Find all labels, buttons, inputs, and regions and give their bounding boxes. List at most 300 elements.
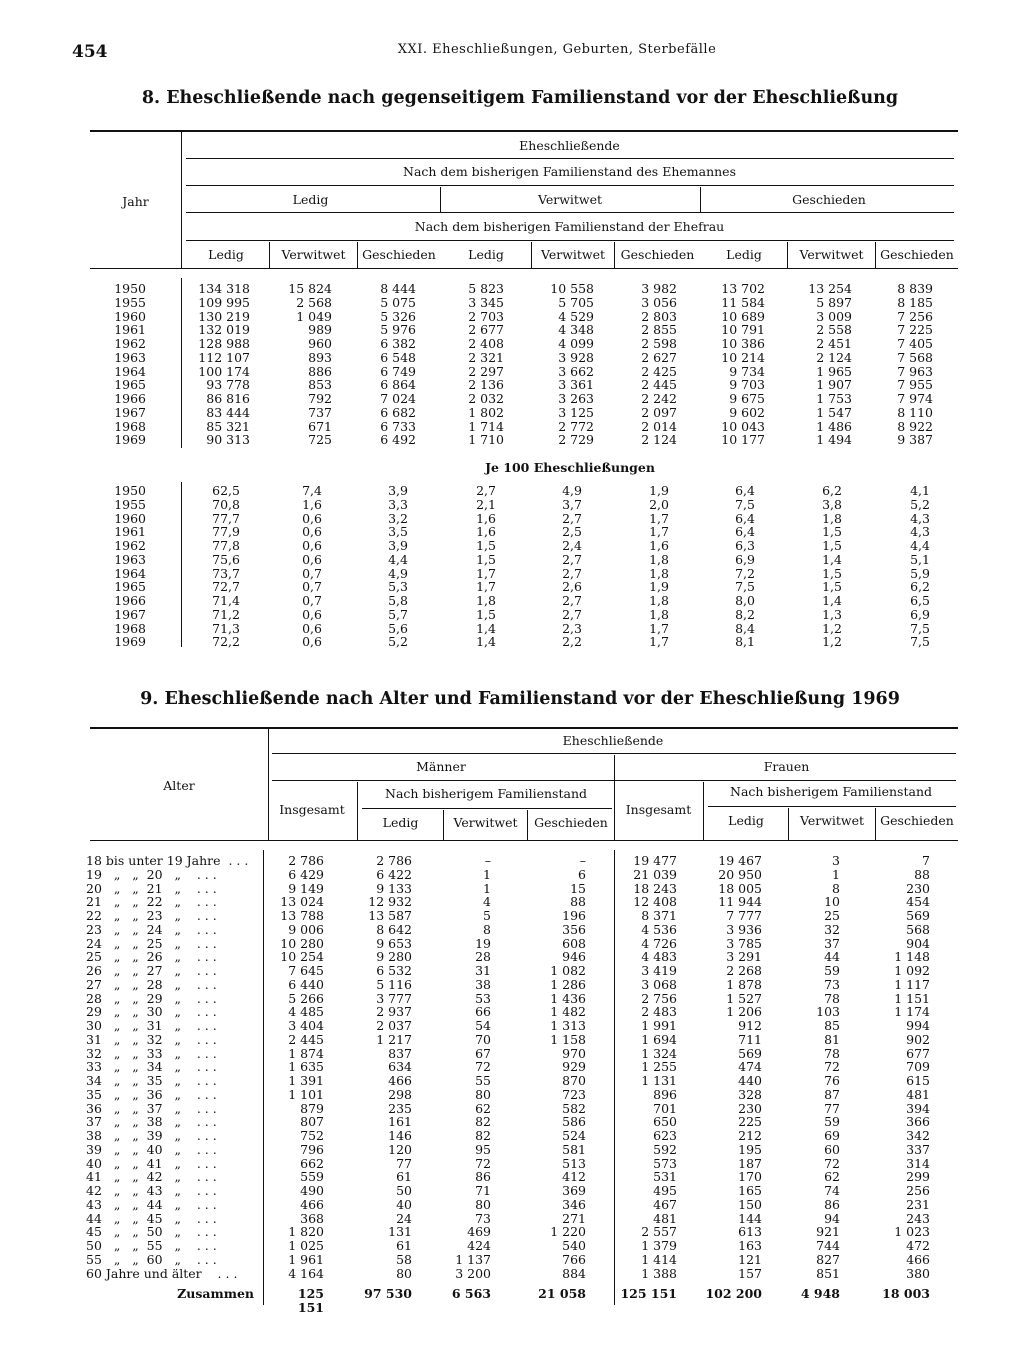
table-cell: 8 371 — [641, 908, 677, 923]
table-cell: 5,8 — [388, 593, 408, 608]
table-cell: 0,6 — [302, 510, 322, 526]
table-cell: 1,6 — [302, 496, 322, 512]
table-cell: 989 — [308, 322, 332, 338]
table-cell: 62,5 — [212, 483, 240, 498]
table-cell: 1,8 — [649, 606, 669, 622]
table-cell: 71,2 — [212, 606, 240, 622]
table-cell: 6 532 — [376, 963, 412, 978]
table-cell: 1 527 — [726, 990, 762, 1006]
table8-data-column — [701, 484, 755, 649]
table-cell: 82 — [475, 1114, 491, 1130]
table-cell: 586 — [562, 1114, 586, 1130]
table-cell: 946 — [562, 949, 586, 965]
table-cell: 2,7 — [476, 483, 496, 498]
table-cell: 10 791 — [721, 322, 765, 338]
table-cell: 6 382 — [380, 336, 416, 351]
table-cell: 2,4 — [562, 538, 582, 553]
table-cell: 466 — [906, 1251, 930, 1267]
table-cell: 34 „ „ 35 „ . . . — [86, 1073, 217, 1088]
table-cell: 1 — [483, 866, 491, 882]
table-cell: 1 217 — [376, 1031, 412, 1047]
table-cell: 1,6 — [649, 538, 669, 553]
table-cell: 1960 — [114, 308, 146, 324]
table8-data-column — [532, 484, 582, 649]
table9-divider — [443, 810, 444, 840]
table-cell: 368 — [300, 1210, 324, 1226]
table-cell: 2 786 — [376, 853, 412, 868]
table-cell: 5,6 — [388, 620, 408, 636]
table-cell: 8 922 — [897, 418, 933, 434]
table-cell: 1,5 — [822, 524, 842, 540]
table-cell: 299 — [906, 1169, 930, 1185]
table8-data-column — [615, 282, 677, 447]
table9-col-header: Verwitwet — [799, 813, 865, 828]
running-head: XXI. Eheschließungen, Geburten, Sterbefälle — [397, 42, 717, 57]
table-cell: 5 266 — [288, 990, 324, 1006]
table-cell: 879 — [300, 1100, 324, 1116]
table-cell: 225 — [738, 1114, 762, 1130]
table-cell: 72 — [475, 1059, 491, 1075]
table-cell: 13 254 — [808, 281, 852, 296]
table8-husband-group: Ledig — [292, 192, 329, 207]
table-cell: 4 — [483, 894, 491, 910]
table-cell: 9 675 — [729, 391, 765, 406]
table-cell: 7,5 — [910, 634, 930, 650]
table-cell: 540 — [562, 1238, 586, 1253]
table-cell: 3 125 — [558, 404, 594, 420]
table-cell: 3 291 — [726, 949, 762, 965]
table-cell: 2 408 — [468, 336, 504, 351]
table-cell: 5 705 — [558, 294, 594, 310]
table-cell: 78 — [824, 1045, 840, 1061]
table-cell: 83 444 — [206, 404, 250, 420]
table-cell: 2 772 — [558, 418, 594, 434]
table-cell: 4,9 — [388, 565, 408, 581]
table-cell: 85 — [824, 1018, 840, 1033]
table-cell: 131 — [388, 1224, 412, 1240]
table-cell: 440 — [738, 1073, 762, 1088]
table-cell: 3 009 — [816, 308, 852, 324]
table-cell: 62 — [824, 1169, 840, 1185]
table-cell: 12 932 — [368, 894, 412, 910]
table-cell: 32 „ „ 33 „ . . . — [86, 1045, 217, 1061]
table-cell: 43 „ „ 44 „ . . . — [86, 1196, 217, 1212]
table8-year-column — [100, 282, 146, 447]
table-cell: 1 313 — [550, 1018, 586, 1033]
table-cell: 1,6 — [476, 524, 496, 540]
table8-row-header: Jahr — [122, 194, 149, 209]
table-cell: 90 313 — [206, 432, 250, 448]
table9-col-header: Ledig — [382, 815, 419, 830]
table-cell: 623 — [653, 1128, 677, 1143]
table8-rule — [186, 212, 954, 213]
table-cell: 1 131 — [641, 1073, 677, 1088]
table-cell: 1950 — [114, 281, 146, 296]
table-cell: – — [579, 853, 586, 868]
table-cell: 86 816 — [206, 391, 250, 406]
table-cell: 4 529 — [558, 308, 594, 324]
table-cell: 454 — [906, 894, 930, 910]
table-cell: 4,4 — [910, 538, 930, 553]
table-cell: 671 — [308, 418, 332, 434]
table-cell: 1 710 — [468, 432, 504, 448]
table-cell: 650 — [653, 1114, 677, 1130]
table-cell: 3 200 — [455, 1265, 491, 1281]
table-cell: 1 694 — [641, 1031, 677, 1047]
table-cell: 709 — [906, 1059, 930, 1075]
table-cell: 481 — [653, 1210, 677, 1226]
table-cell: 1,5 — [822, 565, 842, 581]
table-cell: 5,9 — [910, 565, 930, 581]
table-cell: 150 — [738, 1196, 762, 1212]
table9-col-header: Geschieden — [880, 813, 954, 828]
table-cell: 1 878 — [726, 976, 762, 992]
table-cell: 31 „ „ 32 „ . . . — [86, 1031, 217, 1047]
table8-year-column — [100, 484, 146, 649]
table-cell: 1,8 — [822, 510, 842, 526]
table-cell: 7 645 — [288, 963, 324, 978]
table-cell: 466 — [300, 1196, 324, 1212]
table-cell: 36 „ „ 37 „ . . . — [86, 1100, 217, 1116]
table8-divider — [614, 242, 615, 269]
table8-col-header: Ledig — [726, 247, 762, 262]
table-cell: 1,7 — [476, 565, 496, 581]
table-cell: 7 256 — [897, 308, 933, 324]
table-cell: 0,6 — [302, 551, 322, 567]
table-cell: 970 — [562, 1045, 586, 1061]
table-cell: 163 — [738, 1238, 762, 1253]
table-cell: 44 — [824, 949, 840, 965]
table-cell: 2 136 — [468, 377, 504, 393]
table-cell: 170 — [738, 1169, 762, 1185]
table-cell: 2 483 — [641, 1004, 677, 1020]
table-cell: 1 547 — [816, 404, 852, 420]
table-cell: 1,4 — [476, 620, 496, 636]
table-cell: 737 — [308, 404, 332, 420]
table-cell: 86 — [475, 1169, 491, 1185]
table-cell: 77,8 — [212, 538, 240, 553]
table9-rule — [708, 806, 956, 807]
table-cell: 7 225 — [897, 322, 933, 338]
table-cell: 3 — [832, 853, 840, 868]
table-cell: 18 bis unter 19 Jahre . . . — [86, 853, 249, 868]
table-cell: 1,9 — [649, 579, 669, 595]
table8-data-column — [532, 282, 594, 447]
table-cell: 13 587 — [368, 908, 412, 923]
table9-total-value: 4 948 — [800, 1286, 840, 1301]
table-cell: 1 486 — [816, 418, 852, 434]
table-cell: 3,2 — [388, 510, 408, 526]
table-cell: 15 824 — [288, 281, 332, 296]
table-cell: 85 321 — [206, 418, 250, 434]
table-cell: 1 379 — [641, 1238, 677, 1253]
table9-women-header: Frauen — [763, 759, 810, 774]
table-cell: 1964 — [114, 363, 146, 379]
table-cell: 1 023 — [894, 1224, 930, 1240]
table-cell: 2,2 — [562, 634, 582, 650]
table-cell: 3 785 — [726, 935, 762, 951]
table-cell: 893 — [308, 349, 332, 365]
table8-husband-group: Verwitwet — [537, 192, 603, 207]
table-cell: 28 „ „ 29 „ . . . — [86, 990, 217, 1006]
table-cell: 1967 — [114, 606, 146, 622]
table-cell: 1966 — [114, 391, 146, 406]
table8-rule — [186, 240, 954, 241]
table-cell: 1969 — [114, 432, 146, 448]
table-cell: 3,3 — [388, 496, 408, 512]
table-cell: 6 548 — [380, 349, 416, 365]
table-cell: 796 — [300, 1141, 324, 1157]
table-cell: 86 — [824, 1196, 840, 1212]
table-cell: 6,9 — [910, 606, 930, 622]
table-cell: 569 — [906, 908, 930, 923]
table-cell: 2 937 — [376, 1004, 412, 1020]
table8-data-column — [358, 282, 416, 447]
table8-col-header: Geschieden — [620, 247, 695, 262]
table-cell: 38 — [475, 976, 491, 992]
table-cell: 902 — [906, 1031, 930, 1047]
table-cell: 58 — [396, 1251, 412, 1267]
table-cell: 230 — [738, 1100, 762, 1116]
table-cell: 314 — [906, 1155, 930, 1171]
table9-total-value: 102 200 — [705, 1286, 762, 1301]
table-cell: 1 635 — [288, 1059, 324, 1075]
table-cell: 1 414 — [641, 1251, 677, 1267]
table-cell: 76 — [824, 1073, 840, 1088]
table-cell: 10 386 — [721, 336, 765, 351]
table-cell: 10 214 — [721, 349, 765, 365]
table-cell: 9 387 — [897, 432, 933, 448]
table-cell: 608 — [562, 935, 586, 951]
table-cell: 55 — [475, 1073, 491, 1088]
table-cell: 73 — [475, 1210, 491, 1226]
table-cell: 6 422 — [376, 866, 412, 882]
table-cell: 369 — [562, 1183, 586, 1198]
table-cell: 30 „ „ 31 „ . . . — [86, 1018, 217, 1033]
table-cell: 2 321 — [468, 349, 504, 365]
table-cell: 6 749 — [380, 363, 416, 379]
table9-divider — [614, 755, 615, 840]
table-cell: 50 — [396, 1183, 412, 1198]
table-cell: 662 — [300, 1155, 324, 1171]
table-cell: 3 928 — [558, 349, 594, 365]
table9-data-column — [789, 854, 840, 1280]
table-cell: 1962 — [114, 336, 146, 351]
table-cell: 5 326 — [380, 308, 416, 324]
table-cell: 1,2 — [822, 634, 842, 650]
table-cell: 4 726 — [641, 935, 677, 951]
table8-divider — [531, 242, 532, 269]
table-cell: 1,4 — [822, 593, 842, 608]
table9-total-value: 18 003 — [882, 1286, 930, 1301]
table-cell: 6 682 — [380, 404, 416, 420]
table-cell: 837 — [388, 1045, 412, 1061]
table-cell: 6 440 — [288, 976, 324, 992]
table-cell: 9 149 — [288, 880, 324, 896]
table9-data-column — [615, 854, 677, 1280]
table-cell: 531 — [653, 1169, 677, 1185]
table8-data-column — [186, 484, 240, 649]
table-cell: 95 — [475, 1141, 491, 1157]
table-cell: 1969 — [114, 634, 146, 650]
table-cell: 3,5 — [388, 524, 408, 540]
table8-col-header: Verwitwet — [799, 247, 864, 262]
table-cell: 994 — [906, 1018, 930, 1033]
table-cell: 146 — [388, 1128, 412, 1143]
table-cell: 472 — [906, 1238, 930, 1253]
table-cell: 72 — [475, 1155, 491, 1171]
table-cell: 2 598 — [641, 336, 677, 351]
table-cell: 8,1 — [735, 634, 755, 650]
table-cell: 896 — [653, 1086, 677, 1102]
table-cell: 26 „ „ 27 „ . . . — [86, 963, 217, 978]
table9-rule — [272, 780, 956, 781]
table-cell: 59 — [824, 963, 840, 978]
table-cell: 6 733 — [380, 418, 416, 434]
table-cell: 24 „ „ 25 „ . . . — [86, 935, 217, 951]
table-cell: 157 — [738, 1265, 762, 1281]
table8-divider — [875, 242, 876, 269]
table-cell: 78 — [824, 990, 840, 1006]
table8-divider — [440, 187, 441, 213]
table-cell: 9 734 — [729, 363, 765, 379]
table9-col-header: Geschieden — [534, 815, 608, 830]
table-cell: 4 483 — [641, 949, 677, 965]
table-cell: 1955 — [114, 496, 146, 512]
table8-data-column — [876, 484, 930, 649]
table-cell: 112 107 — [198, 349, 250, 365]
table-cell: 27 „ „ 28 „ . . . — [86, 976, 217, 992]
table8-header-bottom-rule — [90, 268, 958, 269]
table-cell: 394 — [906, 1100, 930, 1116]
table-cell: 9 006 — [288, 921, 324, 937]
table8-data-column — [270, 484, 322, 649]
table9-divider — [527, 810, 528, 840]
table-cell: 766 — [562, 1251, 586, 1267]
table-cell: 4 099 — [558, 336, 594, 351]
table-cell: 2 014 — [641, 418, 677, 434]
table-cell: 723 — [562, 1086, 586, 1102]
table-cell: 144 — [738, 1210, 762, 1226]
table-cell: 19 „ „ 20 „ . . . — [86, 866, 217, 882]
table-cell: 1 174 — [894, 1004, 930, 1020]
table-cell: 495 — [653, 1183, 677, 1198]
table-cell: 0,7 — [302, 579, 322, 595]
table-cell: 1 049 — [296, 308, 332, 324]
table-cell: 904 — [906, 935, 930, 951]
table-cell: 94 — [824, 1210, 840, 1226]
table-cell: 7,2 — [735, 565, 755, 581]
table9-men-total-header: Insgesamt — [279, 802, 345, 817]
table9-col-header: Verwitwet — [453, 815, 518, 830]
table-cell: 1,7 — [649, 524, 669, 540]
table-cell: 1,5 — [822, 538, 842, 553]
table8-divider — [357, 242, 358, 269]
table-cell: 337 — [906, 1141, 930, 1157]
table-cell: 1,5 — [476, 606, 496, 622]
table-cell: 18 243 — [633, 880, 677, 896]
table-cell: 3 936 — [726, 921, 762, 937]
table-cell: 2,7 — [562, 565, 582, 581]
table-cell: 4,3 — [910, 510, 930, 526]
table-cell: 4,4 — [388, 551, 408, 567]
table-cell: 1,8 — [476, 593, 496, 608]
table-cell: 513 — [562, 1155, 586, 1171]
table-cell: 1,7 — [649, 634, 669, 650]
table8-data-column — [788, 282, 852, 447]
table-cell: 827 — [816, 1251, 840, 1267]
table-cell: 70,8 — [212, 496, 240, 512]
table-cell: 1 482 — [550, 1004, 586, 1020]
table8-rule — [186, 158, 954, 159]
table-cell: 2 268 — [726, 963, 762, 978]
table9-data-column — [358, 854, 412, 1280]
table-cell: 3,8 — [822, 496, 842, 512]
table-cell: 13 024 — [280, 894, 324, 910]
table-cell: 11 584 — [721, 294, 765, 310]
table8-husband-group: Geschieden — [792, 192, 866, 207]
table-cell: 8 839 — [897, 281, 933, 296]
table-cell: 1 220 — [550, 1224, 586, 1240]
table-cell: 4 536 — [641, 921, 677, 937]
table-cell: 2 703 — [468, 308, 504, 324]
table-cell: 3,9 — [388, 483, 408, 498]
table8-data-column — [788, 484, 842, 649]
table-cell: 412 — [562, 1169, 586, 1185]
table-cell: 298 — [388, 1086, 412, 1102]
table-cell: 1965 — [114, 579, 146, 595]
table-cell: 921 — [816, 1224, 840, 1240]
table-cell: 8 — [483, 921, 491, 937]
table-cell: 3 263 — [558, 391, 594, 406]
table-cell: 8,0 — [735, 593, 755, 608]
table-cell: 128 988 — [198, 336, 250, 351]
table-cell: 15 — [570, 880, 586, 896]
table-cell: 8 642 — [376, 921, 412, 937]
table-cell: 466 — [388, 1073, 412, 1088]
table-cell: 568 — [906, 921, 930, 937]
table-cell: 1 — [483, 880, 491, 896]
table-cell: 1 117 — [894, 976, 930, 992]
table-cell: 4 485 — [288, 1004, 324, 1020]
table8-data-column — [270, 282, 332, 447]
table-cell: 5,3 — [388, 579, 408, 595]
table-cell: 1 391 — [288, 1073, 324, 1088]
table-cell: 1,7 — [649, 510, 669, 526]
table-cell: 346 — [562, 1196, 586, 1212]
table-cell: 19 477 — [633, 853, 677, 868]
table-cell: 134 318 — [198, 281, 250, 296]
table9-divider — [788, 808, 789, 840]
table-cell: 0,6 — [302, 634, 322, 650]
table-cell: 853 — [308, 377, 332, 393]
table-cell: 71,4 — [212, 593, 240, 608]
table-cell: 80 — [475, 1086, 491, 1102]
table9-total-value: 125 151 — [620, 1286, 677, 1301]
table-cell: 6,9 — [735, 551, 755, 567]
table-cell: 40 „ „ 41 „ . . . — [86, 1155, 217, 1171]
table-cell: 195 — [738, 1141, 762, 1157]
table-cell: 1 — [832, 866, 840, 882]
table-cell: 0,6 — [302, 606, 322, 622]
table-cell: 1968 — [114, 418, 146, 434]
table-cell: 1963 — [114, 349, 146, 365]
table-cell: 271 — [562, 1210, 586, 1226]
table-cell: 1960 — [114, 510, 146, 526]
table-cell: 10 558 — [550, 281, 594, 296]
table-cell: 72,7 — [212, 579, 240, 595]
table-cell: 5,1 — [910, 551, 930, 567]
